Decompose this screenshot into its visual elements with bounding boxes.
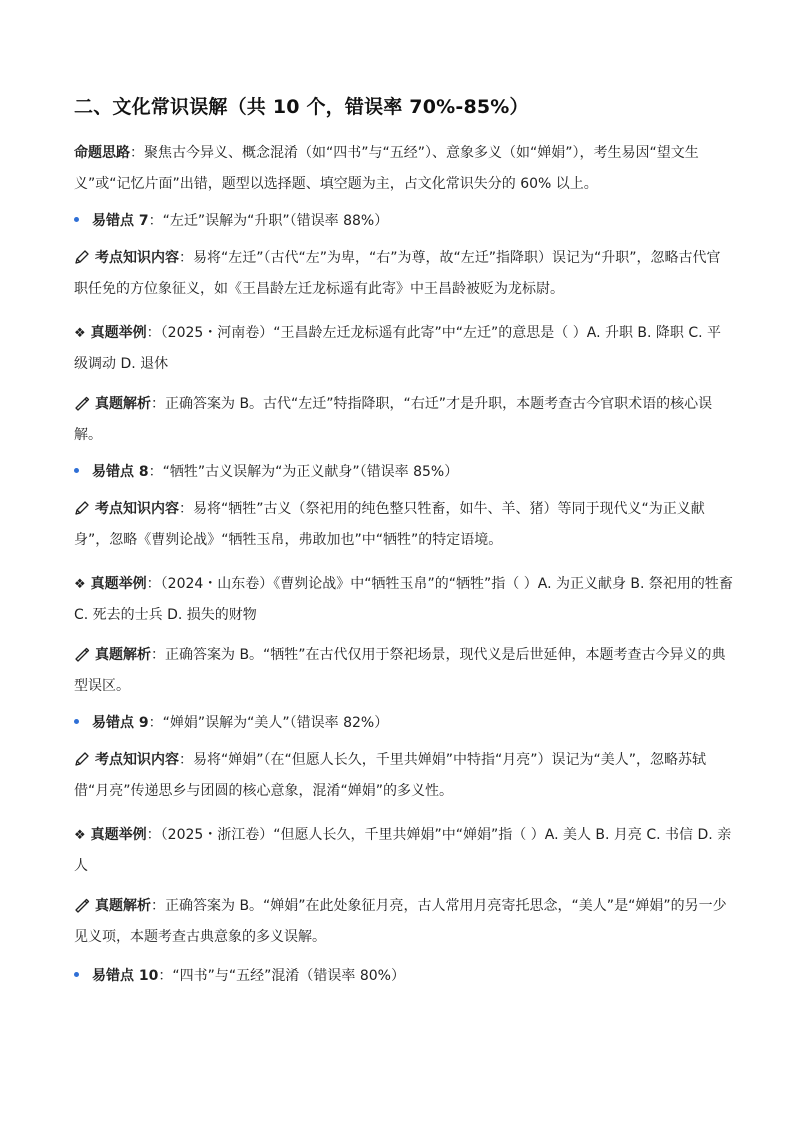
- analysis-text: ：正确答案为 B。“婵娟”在此处象征月亮，古人常用月亮寄托思念，“美人”是“婵娟”的另一少见义项，本题考查古典意象的多义误解。: [74, 898, 727, 945]
- example-text: ：（2024・山东卷）《曹刿论战》中“牺牲玉帛”的“牺牲”指（ ）A. 为正义献身 B. 祭祀用的牲畜 C. 死去的士兵 D. 损失的财物: [74, 576, 733, 623]
- analysis-paragraph-8: [74, 640, 734, 702]
- analysis-paragraph-7: [74, 389, 734, 451]
- example-text: ：（2025・浙江卷）“但愿人长久，千里共婵娟”中“婵娟”指（ ）A. 美人 B. 月亮 C. 书信 D. 亲人: [74, 827, 732, 874]
- intro-text: ：聚焦古今异义、概念混淆（如“四书”与“五经”）、意象多义（如“婵娟”），考生易因“望文生义”或“记忆片面”出错，题型以选择题、填空题为主，占文化常识失分的 60% 以上。: [74, 145, 699, 192]
- example-label: 真题举例: [90, 576, 147, 592]
- knowledge-paragraph-8: [74, 494, 734, 556]
- error-point-8: [74, 462, 458, 482]
- point-label: 易错点 10: [92, 968, 159, 984]
- analysis-label: 真题解析: [95, 396, 151, 412]
- point-label: 易错点 7: [92, 213, 149, 229]
- error-point-9: [74, 713, 388, 733]
- example-paragraph-8: [74, 569, 734, 631]
- error-point-7: [74, 211, 388, 231]
- error-point-10: [74, 966, 405, 986]
- analysis-text: ：正确答案为 B。“牺牲”在古代仅用于祭祀场景，现代义是后世延伸，本题考查古今异义的典型误区。: [74, 647, 726, 694]
- knowledge-text: ：易将“婵娟”（在“但愿人长久，千里共婵娟”中特指“月亮”）误记为“美人”，忽略苏轼借“月亮”传递思乡与团圆的核心意象，混淆“婵娟”的多义性。: [74, 752, 707, 799]
- pencil-ruler-icon: [74, 395, 90, 411]
- example-label: 真题举例: [90, 325, 147, 341]
- knowledge-paragraph-7: [74, 243, 734, 305]
- point-text: ：“四书”与“五经”混淆（错误率 80%）: [158, 968, 405, 984]
- analysis-label: 真题解析: [95, 898, 151, 914]
- point-text: ：“牺牲”古义误解为“为正义献身”（错误率 85%）: [148, 464, 459, 480]
- knowledge-text: ：易将“左迁”（古代“左”为卑，“右”为尊，故“左迁”指降职）误记为“升职”，忽略古代官职任免的方位象征义，如《王昌龄左迁龙标遥有此寄》中王昌龄被贬为龙标尉。: [74, 250, 721, 297]
- pencil-icon: [74, 500, 90, 516]
- diamond-icon: ❖: [74, 828, 86, 843]
- analysis-text: ：正确答案为 B。古代“左迁”特指降职，“右迁”才是升职，本题考查古今官职术语的核心误解。: [74, 396, 713, 443]
- point-text: ：“左迁”误解为“升职”（错误率 88%）: [148, 213, 389, 229]
- example-paragraph-7: [74, 318, 734, 380]
- diamond-icon: ❖: [74, 326, 86, 341]
- knowledge-label: 考点知识内容: [95, 752, 179, 768]
- diamond-icon: ❖: [74, 577, 86, 592]
- point-text: ：“婵娟”误解为“美人”（错误率 82%）: [148, 715, 389, 731]
- bullet-dot-icon: [74, 719, 79, 724]
- bullet-dot-icon: [74, 468, 79, 473]
- bullet-dot-icon: [74, 972, 79, 977]
- knowledge-paragraph-9: [74, 745, 734, 807]
- pencil-ruler-icon: [74, 646, 90, 662]
- intro-paragraph: [74, 138, 734, 200]
- analysis-label: 真题解析: [95, 647, 151, 663]
- analysis-paragraph-9: [74, 891, 734, 953]
- bullet-dot-icon: [74, 217, 79, 222]
- knowledge-label: 考点知识内容: [95, 501, 179, 517]
- example-label: 真题举例: [90, 827, 147, 843]
- intro-label: 命题思路: [74, 145, 130, 161]
- pencil-icon: [74, 751, 90, 767]
- point-label: 易错点 8: [92, 464, 149, 480]
- pencil-icon: [74, 249, 90, 265]
- section-heading: 二、文化常识误解（共 10 个，错误率 70%-85%）: [74, 96, 529, 118]
- point-label: 易错点 9: [92, 715, 149, 731]
- example-paragraph-9: [74, 820, 734, 882]
- example-text: ：（2025・河南卷）“王昌龄左迁龙标遥有此寄”中“左迁”的意思是（ ）A. 升职 B. 降职 C. 平级调动 D. 退休: [74, 325, 722, 372]
- pencil-ruler-icon: [74, 897, 90, 913]
- knowledge-text: ：易将“牺牲”古义（祭祀用的纯色整只牲畜，如牛、羊、猪）等同于现代义“为正义献身”，忽略《曹刿论战》“牺牲玉帛，弗敢加也”中“牺牲”的特定语境。: [74, 501, 705, 548]
- knowledge-label: 考点知识内容: [95, 250, 179, 266]
